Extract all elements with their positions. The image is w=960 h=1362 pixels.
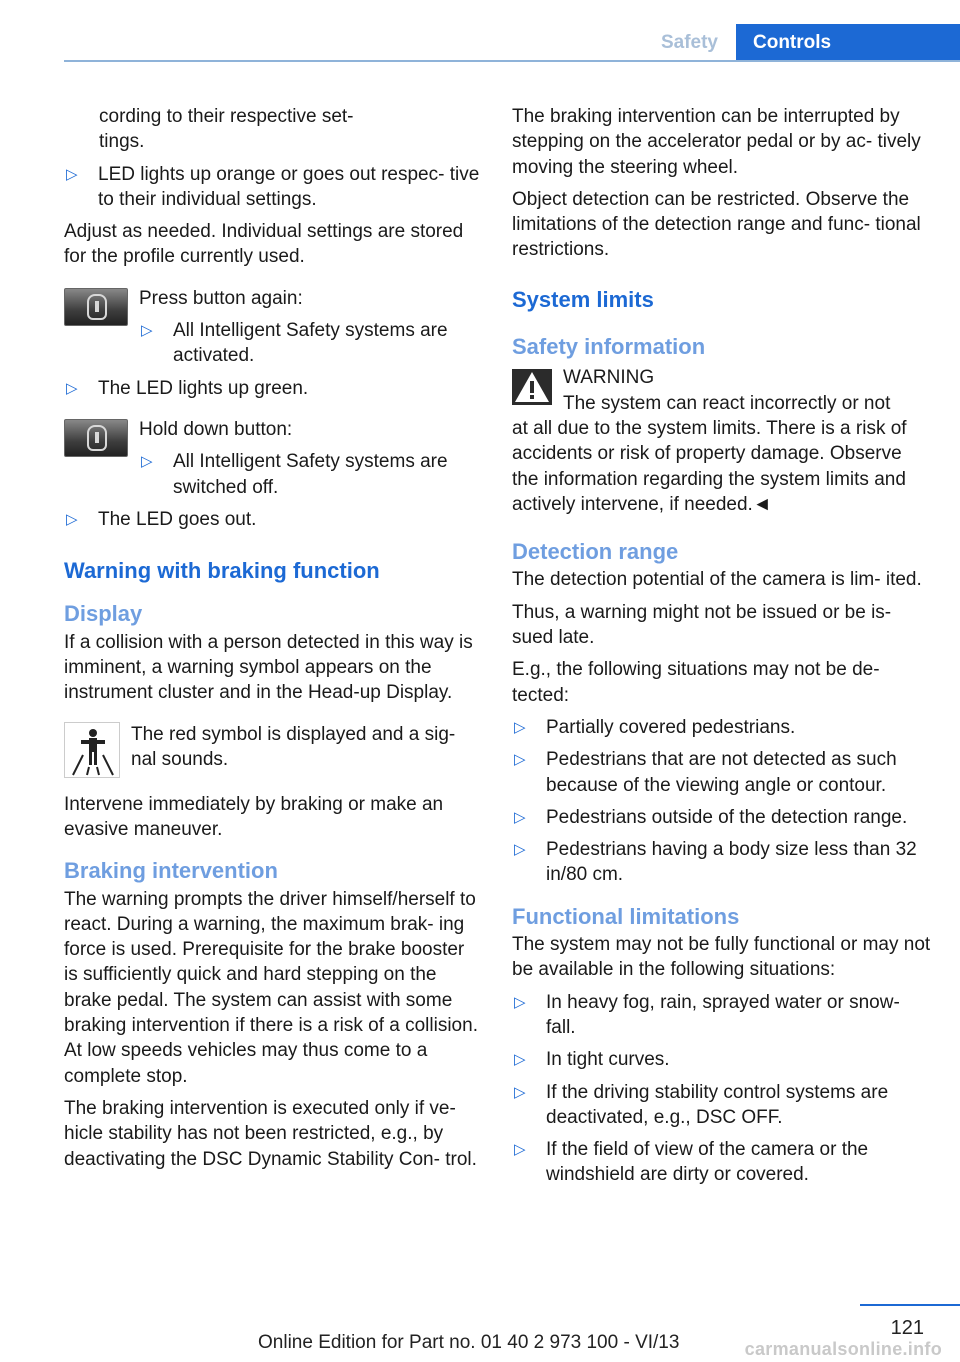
- warning-text-rest: at all due to the system limits. There is a risk of accidents or risk of property damage. Observe the information regarding the system limits and actively intervene, if needed.◄: [512, 417, 907, 515]
- subheading-detection: Detection range: [512, 539, 679, 565]
- list-item: ▷ Partially covered pedestrians.: [512, 715, 932, 740]
- page-number: 121: [890, 1317, 924, 1339]
- list-item: ▷ All Intelligent Safety systems are switched off.: [141, 451, 448, 498]
- list-item: ▷ In tight curves.: [512, 1047, 932, 1072]
- restricted-paragraph: Object detection can be restricted. Observe the limitations of the detection range and func- tional restrictions.: [512, 188, 921, 261]
- continued-text-end: tings.: [99, 131, 145, 153]
- detection-paragraph-2: Thus, a warning might not be issued or be is- sued late.: [512, 601, 892, 649]
- watermark: carmanualsonline.info: [744, 1339, 942, 1359]
- bullet-triangle-icon: ▷: [66, 165, 78, 183]
- header-rule: [64, 60, 960, 62]
- header-section-tab: Safety: [660, 32, 718, 53]
- warning-text-start: The system can react incorrectly or not: [563, 392, 891, 414]
- intelligent-safety-button-icon: [64, 419, 128, 457]
- right-column: [512, 104, 932, 1195]
- display-paragraph: If a collision with a person detected in this way is imminent, a warning symbol appears on the instrument cluster and in the Head-up Display.: [64, 631, 473, 704]
- bullet-triangle-icon: ▷: [514, 751, 526, 769]
- detection-paragraph-3: E.g., the following situations may not be de- tected:: [512, 659, 880, 706]
- list-item: ▷ If the field of view of the camera or the windshield are dirty or covered.: [514, 1139, 869, 1186]
- red-symbol-text: The red symbol is displayed and a sig- nal sounds.: [131, 723, 456, 770]
- pedestrian-warning-icon: [64, 722, 120, 778]
- list-item: ▷ LED lights up orange or goes out respec- tive to their individual settings.: [66, 163, 480, 210]
- warning-label: WARNING: [563, 367, 655, 389]
- interrupt-paragraph: The braking intervention can be interrupted by stepping on the accelerator pedal or by ac- tively moving the steering wheel.: [512, 106, 921, 178]
- intervene-paragraph: Intervene immediately by braking or make an evasive maneuver.: [64, 793, 444, 840]
- press-again-text: Press button again:: [139, 287, 303, 309]
- press-again-block: [64, 286, 480, 369]
- footer-rule: [860, 1304, 960, 1306]
- list-item: ▷ Pedestrians having a body size less than 32 in/80 cm.: [514, 839, 917, 886]
- led-bullet-list: [64, 162, 480, 213]
- bullet-triangle-icon: ▷: [514, 1141, 526, 1159]
- hold-down-text: Hold down button:: [139, 418, 293, 440]
- list-item: ▷ The LED goes out.: [64, 507, 480, 532]
- bullet-triangle-icon: ▷: [66, 379, 78, 397]
- subheading-functional: Functional limitations: [512, 903, 740, 929]
- bullet-triangle-icon: ▷: [141, 322, 153, 340]
- left-column: [64, 104, 480, 1179]
- list-item: ▷ Pedestrians that are not detected as such because of the viewing angle or contour.: [514, 749, 897, 796]
- list-item: ▷ If the driving stability control systems are deactivated, e.g., DSC OFF.: [514, 1081, 889, 1128]
- warning-triangle-icon: [512, 369, 552, 405]
- bullet-triangle-icon: ▷: [514, 993, 526, 1011]
- subheading-display: Display: [64, 601, 143, 627]
- bullet-triangle-icon: ▷: [514, 1083, 526, 1101]
- subheading-braking: Braking intervention: [64, 858, 278, 884]
- header-chapter-tab: Controls: [736, 24, 960, 62]
- adjust-paragraph: Adjust as needed. Individual settings are stored for the profile currently used.: [64, 221, 464, 268]
- functional-paragraph: The system may not be fully functional or may not be available in the following situations:: [512, 934, 931, 981]
- section-heading-warning: Warning with braking function: [64, 558, 380, 584]
- functional-list: [512, 990, 932, 1188]
- bullet-triangle-icon: ▷: [514, 718, 526, 736]
- edition-text: Online Edition for Part no. 01 40 2 973 100 - VI/13: [258, 1332, 680, 1353]
- list-item: ▷ All Intelligent Safety systems are activated.: [141, 320, 448, 367]
- list-item: ▷ In heavy fog, rain, sprayed water or snow- fall.: [514, 991, 900, 1038]
- braking-paragraph: The warning prompts the driver himself/herself to react. During a warning, the maximum brak- ing force is used. Prerequisite for the brake booster is sufficiently quick and hard stepping on the brake pedal. The system can assist with some braking intervention if there is a risk of a collision. At low speeds vehicles may thus come to a complete stop.: [64, 888, 478, 1087]
- subheading-safety-info: Safety information: [512, 334, 706, 360]
- bullet-triangle-icon: ▷: [141, 453, 153, 471]
- bullet-triangle-icon: ▷: [514, 808, 526, 826]
- detection-list: [512, 715, 932, 888]
- list-item: ▷ The LED lights up green.: [64, 376, 480, 401]
- section-heading-system-limits: System limits: [512, 286, 654, 312]
- detection-paragraph-1: The detection potential of the camera is lim- ited.: [512, 569, 922, 591]
- hold-down-block: [64, 417, 480, 500]
- bullet-triangle-icon: ▷: [514, 841, 526, 859]
- warning-block: [512, 365, 932, 517]
- continued-text: cording to their respective set-: [99, 106, 354, 127]
- bullet-triangle-icon: ▷: [66, 510, 78, 528]
- bullet-triangle-icon: ▷: [514, 1051, 526, 1069]
- intelligent-safety-button-icon: [64, 288, 128, 326]
- red-symbol-block: [64, 722, 480, 784]
- braking-stability-paragraph: The braking intervention is executed only if ve- hicle stability has not been restricted, e.g., by deactivating the DSC Dynamic Stability Con- trol.: [64, 1097, 477, 1170]
- list-item: ▷ Pedestrians outside of the detection range.: [512, 805, 932, 830]
